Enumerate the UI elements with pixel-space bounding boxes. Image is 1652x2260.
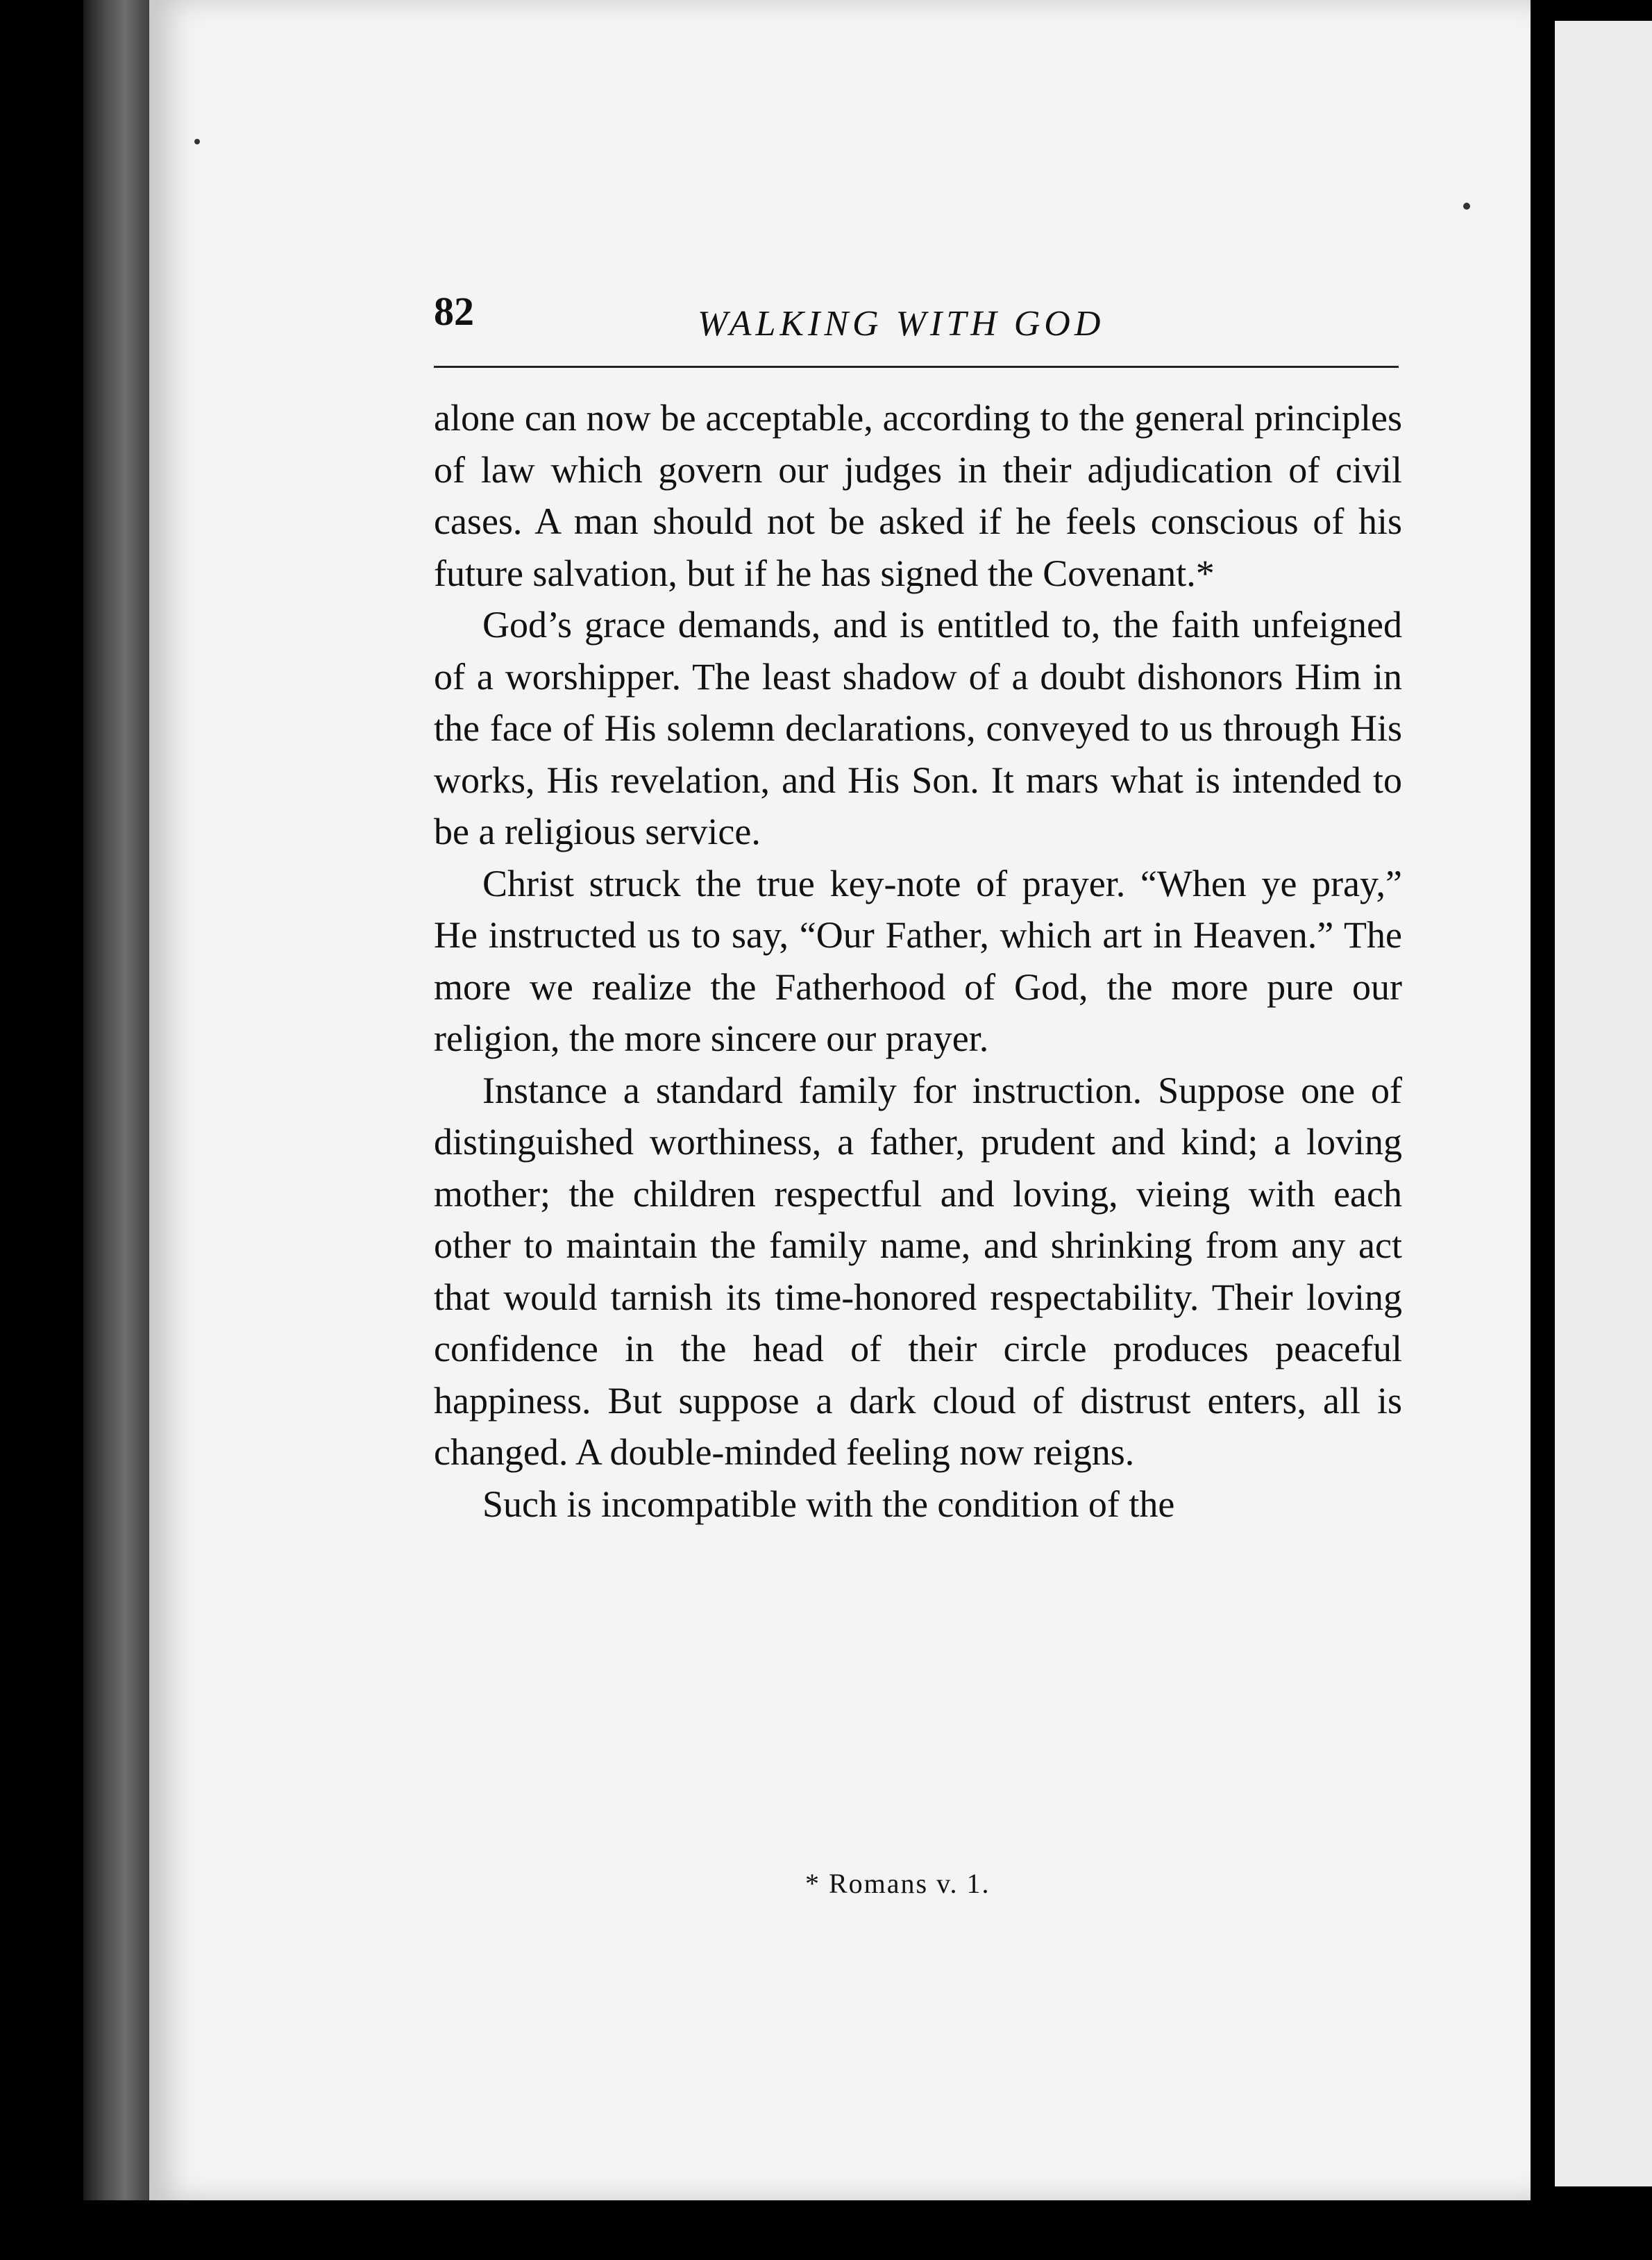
page-number: 82 [434, 289, 474, 334]
paragraph: Christ struck the true key-note of prayer. “When ye pray,” He instructed us to say, “Our Father, which art in Heaven.” The more we realize the Fatherhood of God, the more pure our religion, the more sincere our prayer. [434, 862, 1402, 1059]
body-text [434, 392, 1402, 1530]
paragraph: Instance a standard family for instruction. Suppose one of distinguished worthiness, a father, prudent and kind; a loving mother; the children respectful and loving, vieing with each other to maintain the family name, and shrinking from any act that would tarnish its time-honored respectability. Their loving confidence in the head of their circle produces peaceful happiness. But suppose a dark cloud of distrust enters, all is changed. A double-minded feeling now reigns. [434, 1069, 1402, 1473]
header-rule [434, 366, 1399, 368]
book-binding-edge [83, 0, 153, 2200]
paragraph: Such is incompatible with the condition of the [482, 1483, 1175, 1525]
adjacent-page-edge [1555, 21, 1652, 2186]
running-head: WALKING WITH GOD [698, 304, 1105, 344]
paragraph: alone can now be acceptable, according to the general principles of law which govern our judges in their adjudication of civil cases. A man should not be asked if he feels conscious of his future salvation, but if he has signed the Covenant.* [434, 397, 1402, 594]
page-header [434, 288, 1399, 357]
dust-speck [194, 139, 200, 144]
paragraph: God’s grace demands, and is entitled to, the faith unfeigned of a worshipper. The least shadow of a doubt dishonors Him in the face of His solemn declarations, conveyed to us through His works, His revelation, and His Son. It mars what is intended to be a religious service. [434, 604, 1402, 852]
footnote: * Romans v. 1. [805, 1868, 991, 1899]
dust-speck [1463, 203, 1470, 210]
